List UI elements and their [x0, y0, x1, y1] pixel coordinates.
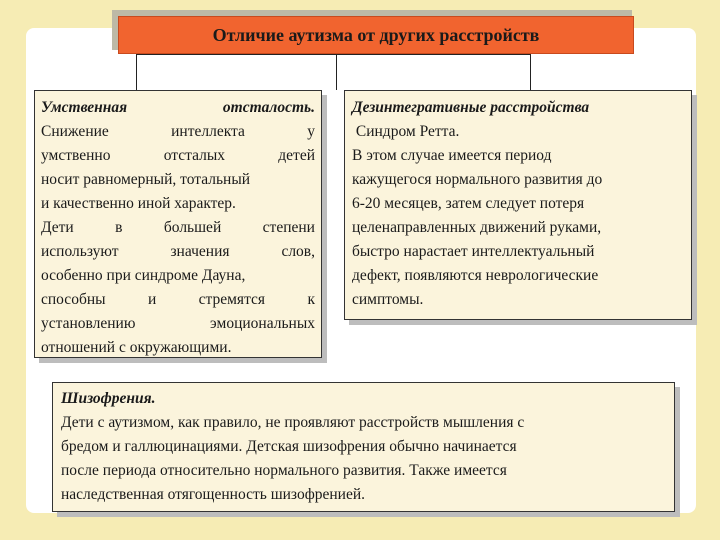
text-line: целенаправленных движений руками,: [352, 219, 602, 236]
text-line: [41, 192, 315, 216]
line-word: детей: [278, 147, 315, 164]
line-word: способны: [41, 291, 106, 308]
text-line: бредом и галлюцинациями. Детская шизофрения обычно начинается: [61, 438, 517, 455]
text-line: 6-20 месяцев, затем следует потеря: [352, 195, 585, 212]
line-word: особенно при синдроме Дауна,: [41, 267, 246, 284]
text-line: [41, 288, 315, 312]
text-line: отношений с окружающими.: [41, 339, 232, 356]
text-line: [41, 120, 315, 144]
text-line: Дети с аутизмом, как правило, не проявляют расстройств мышления с: [61, 414, 525, 431]
connector-center: [336, 54, 337, 90]
connector-horizontal: [136, 54, 530, 55]
heading-word: отсталость.: [222, 99, 315, 116]
line-word: умственно: [41, 147, 111, 164]
text-line: быстро нарастает интеллектуальный: [352, 243, 595, 260]
line-word: установлению: [41, 315, 136, 332]
mental-retardation-box: [34, 90, 322, 358]
line-word: носит равномерный, тотальный: [41, 171, 251, 188]
disintegrative-disorders-box: [344, 90, 692, 320]
text-line: [41, 216, 315, 240]
line-word: у: [307, 123, 315, 140]
line-word: слов,: [281, 243, 315, 260]
line-word: и: [147, 291, 157, 308]
heading-word: Умственная: [41, 99, 128, 116]
mental-retardation-heading: [41, 96, 315, 120]
text-line: дефект, появляются неврологические: [352, 267, 599, 284]
line-word: Дети: [41, 219, 74, 236]
schizophrenia-heading: Шизофрения.: [61, 390, 156, 407]
text-line: [41, 144, 315, 168]
line-word: отсталых: [163, 147, 226, 164]
line-word: стремятся: [198, 291, 266, 308]
rett-syndrome-subheading: Синдром Ретта.: [352, 123, 460, 140]
text-line: [41, 312, 315, 336]
line-word: степени: [262, 219, 315, 236]
text-line: [41, 264, 315, 288]
line-word: эмоциональных: [210, 315, 315, 332]
page-title: Отличие аутизма от других расстройств: [118, 16, 634, 54]
line-word: большей: [163, 219, 222, 236]
connector-right: [530, 54, 531, 90]
text-line: кажущегося нормального развития до: [352, 171, 603, 188]
line-word: значения: [170, 243, 230, 260]
text-line: [41, 168, 315, 192]
line-word: Снижение: [41, 123, 109, 140]
text-line: наследственная отягощенность шизофренией.: [61, 486, 366, 503]
line-word: к: [307, 291, 315, 308]
text-line: В этом случае имеется период: [352, 147, 552, 164]
text-line: [41, 240, 315, 264]
disintegrative-heading: Дезинтегративные расстройства: [352, 99, 590, 116]
line-word: используют: [41, 243, 119, 260]
text-line: симптомы.: [352, 291, 424, 308]
text-line: после периода относительно нормального развития. Также имеется: [61, 462, 507, 479]
line-word: и качественно иной характер.: [41, 195, 236, 212]
line-word: в: [115, 219, 123, 236]
line-word: интеллекта: [171, 123, 245, 140]
connector-left: [136, 54, 137, 90]
schizophrenia-box: [52, 382, 675, 512]
